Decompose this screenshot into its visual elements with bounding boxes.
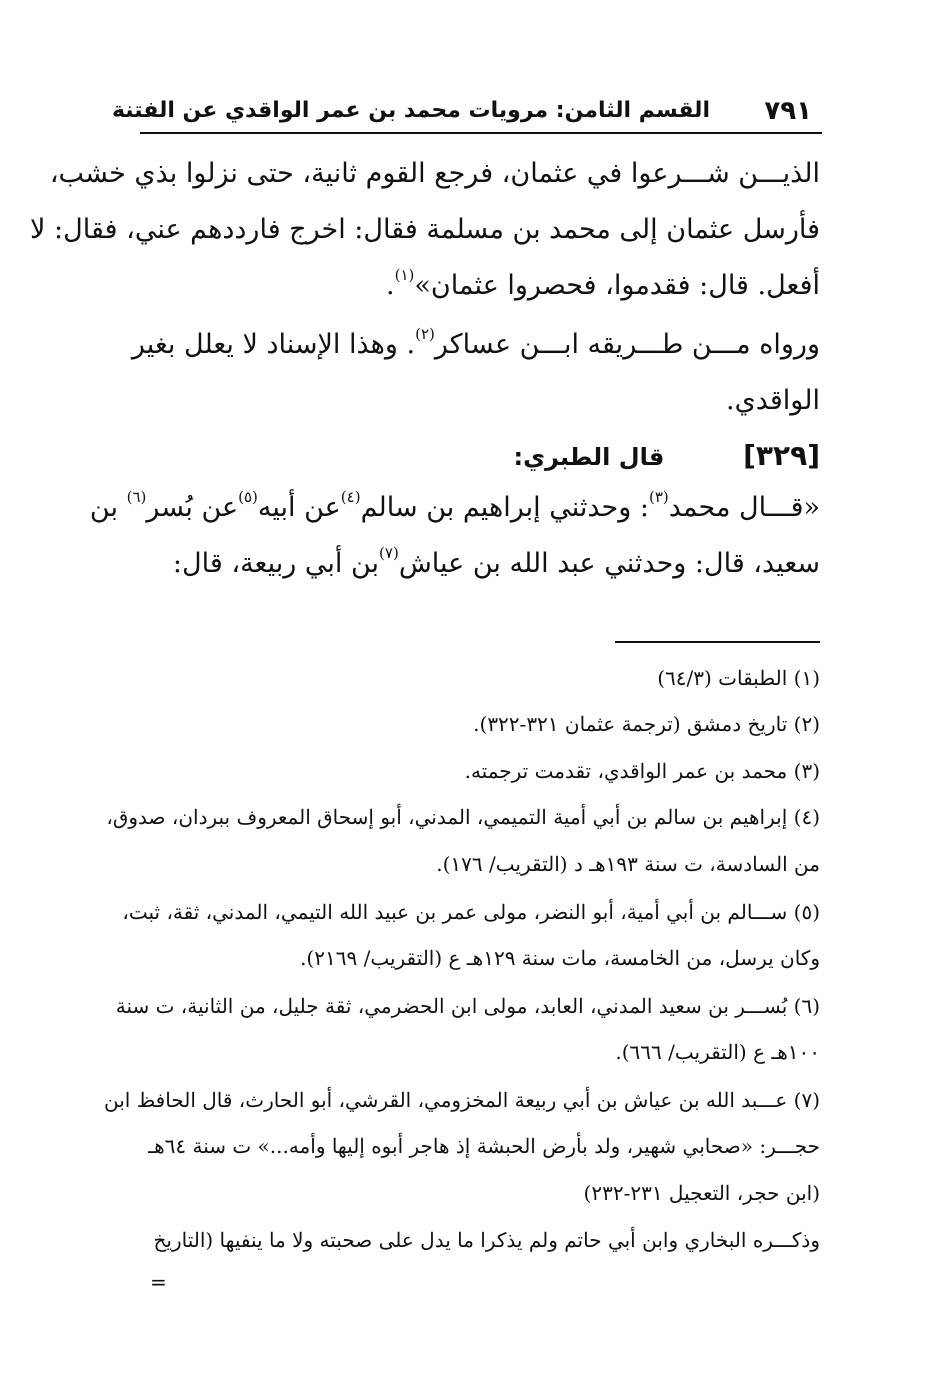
continuation-mark: = (150, 1270, 167, 1294)
narration-label: قال الطبري: (513, 443, 665, 471)
body-line-3-text: أفعل. قال: فقدموا، فحصروا عثمان» (414, 270, 820, 301)
footnote-1: (١) الطبقات (٦٤/٣) (657, 666, 820, 690)
footnote-3: (٣) محمد بن عمر الواقدي، تقدمت ترجمته. (464, 759, 820, 783)
footnote-separator (615, 641, 820, 643)
footnote-6-line-1: (٦) بُســـر بن سعيد المدني، العابد، مولى ابن الحضرمي، ثقة جليل، من الثانية، ت سنة (115, 994, 820, 1018)
body-line-5: الواقدي. (726, 385, 820, 416)
body-line-4-end: . وهذا الإسناد لا يعلل بغير (131, 329, 416, 360)
body-line-7-part-b: : وحدثني إبراهيم بن سالم (360, 492, 649, 523)
page-number: ٧٩١ (764, 96, 812, 126)
body-line-7-part-e: بن (89, 492, 127, 523)
footnote-5-line-2: وكان يرسل، من الخامسة، مات سنة ١٢٩هـ ع (التقريب/ ٢١٦٩). (300, 946, 820, 970)
body-line-7-part-a: «قـــال محمد (668, 492, 820, 523)
footnote-5-line-1: (٥) ســـالم بن أبي أمية، أبو النضر، مولى عمر بن عبيد الله التيمي، المدني، ثقة، ثبت، (122, 900, 820, 924)
narration-heading (104, 436, 820, 477)
body-line-4-text: ورواه مـــن طـــريقه ابـــن عساكر (434, 329, 820, 360)
footnote-2: (٢) تاريخ دمشق (ترجمة عثمان ٣٢١-٣٢٢). (473, 712, 820, 736)
footnote-ref-6: (٦) (126, 488, 147, 506)
footnote-8: وذكـــره البخاري وابن أبي حاتم ولم يذكرا ما يدل على صحبته ولا ما ينفيها (التاريخ (153, 1228, 820, 1252)
footnote-ref-4: (٤) (340, 488, 361, 506)
body-line-7 (89, 488, 820, 531)
header-rule (140, 132, 822, 134)
body-line-7-part-d: عن بُسر (146, 492, 239, 523)
body-line-3 (104, 266, 820, 309)
body-line-3-end: . (385, 270, 395, 301)
body-line-7-part-c: عن أبيه (257, 492, 341, 523)
footnote-6-line-2: ١٠٠هـ ع (التقريب/ ٦٦٦). (615, 1040, 820, 1064)
body-line-8 (104, 544, 820, 587)
footnote-ref-3: (٣) (648, 488, 669, 506)
body-line-2: فأرسل عثمان إلى محمد بن مسلمة فقال: اخرج فارددهم عني، فقال: لا (30, 214, 820, 245)
footnote-4-line-2: من السادسة، ت سنة ١٩٣هـ د (التقريب/ ١٧٦). (436, 852, 820, 876)
body-line-1: الذيـــن شـــرعوا في عثمان، فرجع القوم ثانية، حتى نزلوا بذي خشب، (49, 158, 820, 189)
footnote-7-line-3: (ابن حجر، التعجيل ٢٣١-٢٣٢) (583, 1181, 820, 1205)
running-title: القسم الثامن: مرويات محمد بن عمر الواقدي عن الفتنة (111, 98, 710, 123)
page-header (111, 96, 820, 130)
footnote-ref-5: (٥) (238, 488, 258, 506)
footnote-7-line-1: (٧) عـــبد الله بن عياش بن أبي ربيعة المخزومي، القرشي، أبو الحارث، قال الحافظ ابن (103, 1088, 820, 1112)
footnote-ref-7: (٧) (379, 544, 399, 562)
footnote-ref-2: (٢) (415, 325, 435, 343)
footnote-4-line-1: (٤) إبراهيم بن سالم بن أبي أمية التميمي، المدني، أبو إسحاق المعروف ببردان، صدوق، (106, 805, 820, 829)
body-line-4 (104, 325, 820, 368)
body-line-8-part-b: بن أبي ربيعة، قال: (172, 548, 380, 579)
footnote-7-line-2: حجـــر: «صحابي شهير، ولد بأرض الحبشة إذ هاجر أبوه إليها وأمه...» ت سنة ٦٤هـ (148, 1134, 820, 1158)
footnote-ref-1: (١) (394, 266, 415, 284)
body-line-8-part-a: سعيد، قال: وحدثني عبد الله بن عياش (398, 548, 820, 579)
narration-number: [٣٢٩] (743, 439, 820, 472)
